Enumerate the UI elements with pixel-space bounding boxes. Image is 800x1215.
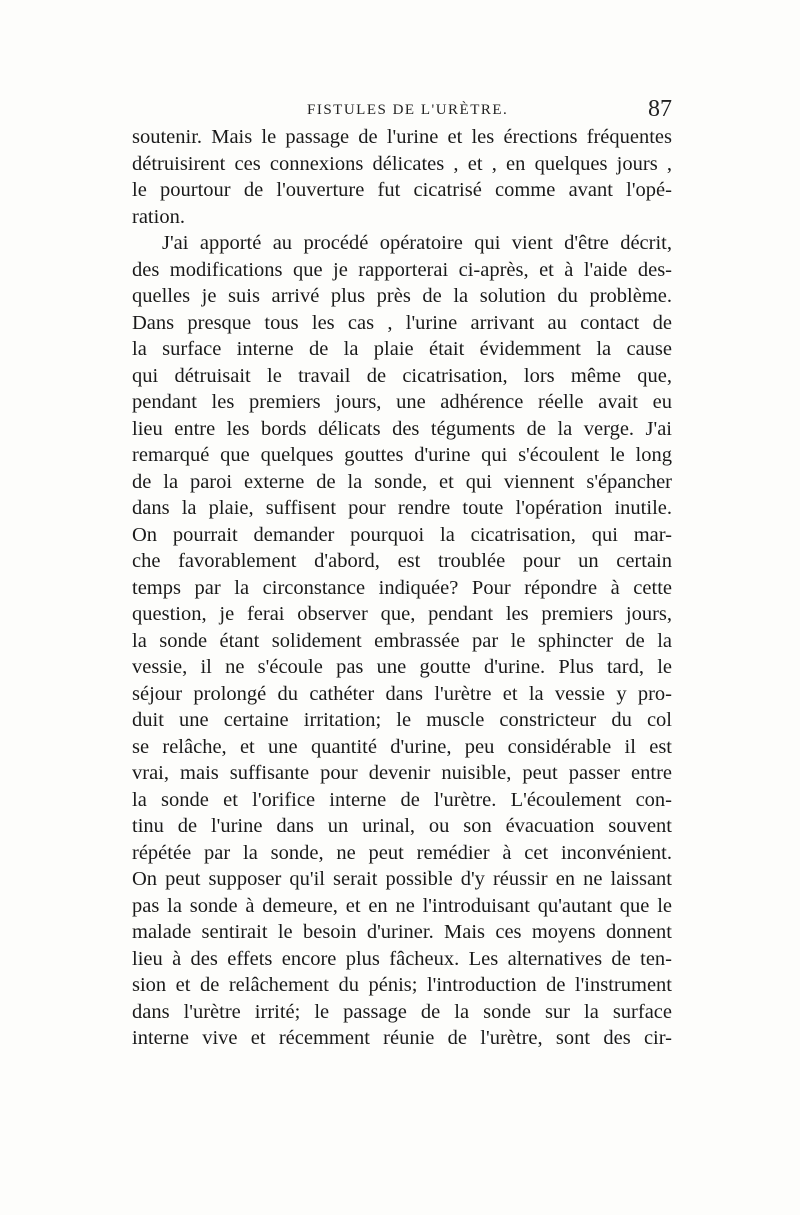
text-line: qui détruisait le travail de cicatrisation, lors même que, [132, 364, 672, 387]
text-line: ration. [132, 205, 185, 228]
text-line: Dans presque tous les cas , l'urine arrivant au contact de [132, 311, 672, 334]
text-line: temps par la circonstance indiquée? Pour répondre à cette [132, 576, 672, 599]
text-line: soutenir. Mais le passage de l'urine et les érections fréquentes [132, 126, 672, 148]
running-head [132, 96, 672, 126]
text-line: se relâche, et une quantité d'urine, peu considérable il est [132, 735, 672, 758]
page-number: 87 [648, 96, 672, 122]
text-line: malade sentirait le besoin d'uriner. Mais ces moyens donnent [132, 921, 672, 943]
running-title: FISTULES DE L'URÈTRE. [307, 102, 509, 118]
text-line: lieu à des effets encore plus fâcheux. Les alternatives de ten- [132, 947, 672, 970]
text-line: vrai, mais suffisante pour devenir nuisible, peut passer entre [132, 762, 672, 784]
text-line: vessie, il ne s'écoule pas une goutte d'urine. Plus tard, le [132, 656, 672, 678]
text-line: dans l'urètre irrité; le passage de la sonde sur la surface [132, 1000, 672, 1023]
text-line: lieu entre les bords délicats des téguments de la verge. J'ai [132, 417, 672, 440]
text-line: interne vive et récemment réunie de l'urètre, sont des cir- [132, 1027, 672, 1049]
text-line: On pourrait demander pourquoi la cicatrisation, qui mar- [132, 523, 672, 546]
body-text [132, 124, 672, 1052]
text-line: On peut supposer qu'il serait possible d'y réussir en ne laissant [132, 868, 672, 890]
text-line: la sonde étant solidement embrassée par le sphincter de la [132, 629, 672, 652]
text-line: de la paroi externe de la sonde, et qui viennent s'épancher [132, 470, 672, 493]
text-line: dans la plaie, suffisent pour rendre toute l'opération inutile. [132, 497, 672, 519]
text-line: che favorablement d'abord, est troublée pour un certain [132, 550, 672, 572]
text-line: la surface interne de la plaie était évidemment la cause [132, 338, 672, 360]
text-line: le pourtour de l'ouverture fut cicatrisé comme avant l'opé- [132, 179, 672, 201]
text-line: pas la sonde à demeure, et en ne l'introduisant qu'autant que le [132, 894, 672, 917]
text-line: pendant les premiers jours, une adhérence réelle avait eu [132, 391, 672, 413]
text-line: sion et de relâchement du pénis; l'introduction de l'instrument [132, 974, 672, 996]
text-line: séjour prolongé du cathéter dans l'urètre et la vessie y pro- [132, 682, 672, 705]
text-line: tinu de l'urine dans un urinal, ou son évacuation souvent [132, 815, 672, 837]
text-line: duit une certaine irritation; le muscle constricteur du col [132, 709, 672, 731]
text-line: détruisirent ces connexions délicates , et , en quelques jours , [132, 152, 672, 175]
text-line: répétée par la sonde, ne peut remédier à cet inconvénient. [132, 841, 672, 864]
text-line: J'ai apporté au procédé opératoire qui vient d'être décrit, [162, 232, 672, 254]
text-line: question, je ferai observer que, pendant les premiers jours, [132, 603, 672, 625]
text-line: des modifications que je rapporterai ci-après, et à l'aide des- [132, 258, 672, 281]
text-line: remarqué que quelques gouttes d'urine qui s'écoulent le long [132, 444, 672, 466]
text-line: la sonde et l'orifice interne de l'urètre. L'écoulement con- [132, 788, 672, 811]
text-line: quelles je suis arrivé plus près de la solution du problème. [132, 285, 672, 307]
